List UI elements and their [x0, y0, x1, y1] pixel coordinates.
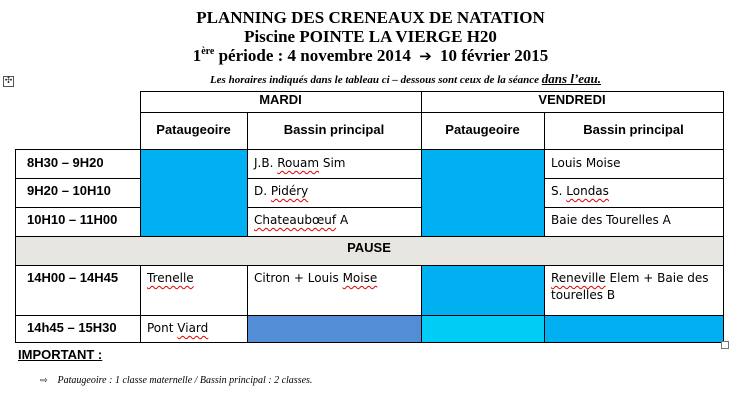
- table-border: [15, 178, 140, 179]
- table-border: [140, 112, 724, 113]
- time-slot: 8H30 – 9H20: [27, 155, 104, 170]
- period-start: période : 4 novembre 2014: [218, 46, 411, 65]
- table-border: [15, 265, 724, 266]
- col-header-bassin: Bassin principal: [283, 122, 385, 137]
- table-border: [247, 207, 421, 208]
- table-move-handle-icon[interactable]: ✣: [4, 76, 13, 86]
- period-ordinal: 1: [192, 46, 202, 65]
- table-border: [723, 91, 724, 343]
- mardi-bassin-cell: [247, 150, 421, 178]
- table-border: [15, 149, 16, 343]
- table-border: [15, 149, 724, 150]
- day-header-vendredi: VENDREDI: [538, 92, 606, 107]
- pause-label: PAUSE: [347, 240, 391, 255]
- right-arrow-icon: ➔: [419, 47, 432, 65]
- day-header-mardi: MARDI: [259, 92, 302, 107]
- mardi-bassin-cell: [247, 178, 421, 207]
- table-border: [544, 178, 724, 179]
- important-heading: IMPORTANT :: [18, 347, 103, 362]
- time-slot: 10H10 – 11H00: [27, 212, 118, 227]
- cell-text: Pidéry: [270, 184, 309, 198]
- subtitle-emphasis: dans l’eau.: [541, 71, 602, 86]
- vendredi-pataugeoire-last-fill: [421, 315, 544, 342]
- period-end: 10 février 2015: [440, 46, 549, 65]
- table-border: [15, 315, 724, 316]
- table-border: [544, 265, 545, 343]
- cell-text: Citron + Louis: [254, 271, 339, 285]
- table-border: [421, 265, 422, 343]
- vendredi-bassin-cell: [544, 178, 723, 207]
- mardi-pataugeoire-cell: [140, 315, 247, 342]
- mardi-pataugeoire-cell: [140, 265, 247, 315]
- table-border: [15, 236, 724, 237]
- table-border: [15, 207, 140, 208]
- cell-text: Trenelle: [147, 271, 194, 285]
- note-text: Pataugeoire : 1 classe maternelle / Bassin principal : 2 classes.: [57, 375, 313, 386]
- time-slot: 9H20 – 10H10: [27, 183, 111, 198]
- page-title: PLANNING DES CRENEAUX DE NATATION: [196, 8, 545, 27]
- table-border: [15, 342, 724, 343]
- cell-text: Elem + Baie des tourelles B: [551, 271, 709, 302]
- vendredi-bassin-cell: Baie des Tourelles A: [551, 213, 671, 227]
- mardi-bassin-cell: [247, 265, 421, 315]
- cell-text: Rouam: [277, 156, 320, 170]
- table-border: [247, 178, 421, 179]
- table-border: [140, 91, 724, 92]
- col-header-pataugeoire: Pataugeoire: [156, 122, 231, 137]
- time-slot: 14h45 – 15H30: [27, 320, 117, 335]
- cell-text: Chateaubœuf: [254, 213, 337, 227]
- cell-text: S.: [551, 184, 563, 198]
- mardi-bassin-cell: [247, 207, 421, 236]
- col-header-bassin: Bassin principal: [583, 122, 684, 137]
- vendredi-bassin-cell: Louis Moise: [551, 156, 621, 170]
- cell-text: A: [339, 213, 349, 227]
- table-resize-handle[interactable]: [721, 341, 729, 349]
- table-border: [544, 207, 724, 208]
- vendredi-bassin-cell: [544, 265, 723, 315]
- arrow-bullet-icon: ⇨: [40, 376, 48, 386]
- cell-text: Londas: [566, 184, 609, 198]
- mardi-bassin-last-fill: [247, 315, 421, 342]
- subtitle: [0, 71, 741, 87]
- vendredi-pataugeoire-morning-fill: [421, 150, 544, 236]
- table-border: [247, 112, 248, 237]
- time-slot: 14H00 – 14H45: [27, 270, 119, 285]
- table-border: [544, 112, 545, 237]
- col-header-pataugeoire: Pataugeoire: [445, 122, 520, 137]
- period-ordinal-sup: ère: [201, 46, 215, 57]
- table-border: [140, 265, 141, 343]
- cell-text: Moise: [342, 271, 378, 285]
- cell-text: Pont: [147, 321, 174, 335]
- cell-text: Viard: [177, 321, 209, 335]
- subtitle-text: Les horaires indiqués dans le tableau ci – dessous sont ceux de la séance: [209, 74, 540, 86]
- vendredi-bassin-last-fill: [544, 315, 723, 342]
- mardi-pataugeoire-morning-fill: [140, 150, 247, 236]
- pool-name: Piscine POINTE LA VIERGE H20: [244, 27, 497, 46]
- cell-text: D.: [254, 184, 268, 198]
- cell-text: Sim: [322, 156, 346, 170]
- cell-text: J.B.: [254, 156, 274, 170]
- vendredi-pataugeoire-afternoon-fill: [421, 265, 544, 315]
- note-item: [40, 375, 312, 386]
- cell-text: Reneville: [551, 271, 606, 285]
- table-border: [140, 91, 141, 237]
- period-line: [0, 46, 741, 66]
- table-border: [247, 265, 248, 343]
- table-border: [421, 91, 422, 237]
